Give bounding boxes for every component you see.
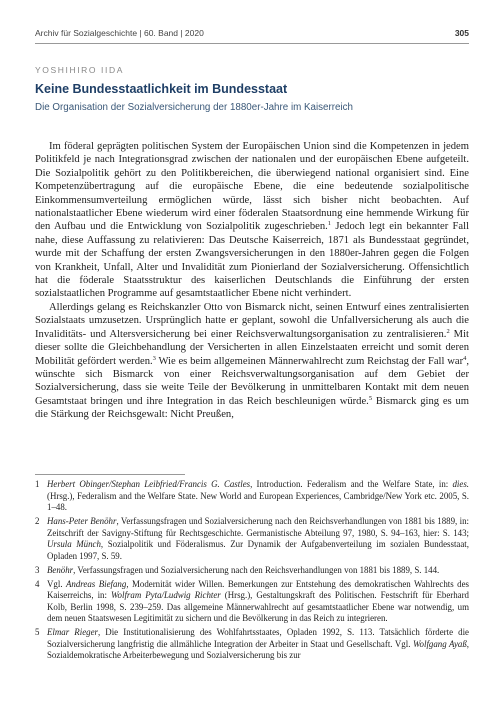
body-text: Jedoch legt ein bekannter Fall nahe, diese Auffassung zu relativieren: Das Deutsche Kaiserreich, 1871 als Bundesstaat gegründet, wurde mit der Schaffung der ersten Zwangsversicherungen in den 1880er-Jahren gegen die Folgen von Krankheit, Unfall, Alter und Invalidität zum Pionierland der Sozialversicherung. Offensichtlich hat die föderale Staatsstruktur des kaiserlichen Deutschlands die Einführung der ersten sozialstaatlichen Programme auf gesamtstaatlicher Ebene nicht verhindert. <box>35 221 470 300</box>
running-header <box>35 28 469 42</box>
footnote <box>35 479 469 514</box>
article-title: Keine Bundesstaatlichkeit im Bundesstaat <box>35 82 288 96</box>
body-text: Allerdings gelang es Reichskanzler Otto von Bismarck nicht, seinen Entwurf eines zentralisierten Sozialstaats umzusetzen. Ursprünglich hatte er geplant, sowohl die Unfallversicherung als auch die Invaliditäts- und Altersversicherung bei einer Reichsverwaltungsorganisation zu zentralisieren. <box>35 301 469 340</box>
body-text: , wünschte sich Bismarck von einer Reichsverwaltungsorganisation auf dem Gebiet der Sozialversicherung, dass sie weite Teile der Bevölkerung in unmittelbaren Kontakt mit dem neuen Gesamtstaat bringen und ihre Integration in das Reich beschleunigen würde. <box>35 355 469 407</box>
footnote-number: 1 <box>35 479 40 489</box>
paragraph <box>35 140 469 301</box>
footnote-text: , Verfassungsfragen und Sozialversicherung nach den Reichsverhandlungen von 1881 bis 1889, in: Zeitschrift der Savigny-Stiftung für Rechtsgeschichte. Germanistische Abteilung 97, 1980, S. 94–163, hier: S. 143; <box>47 516 469 538</box>
footnote-text: , Sozialdemokratische Arbeiterbewegung und Sozialversicherung bis zur <box>47 638 470 661</box>
footnote-ref[interactable]: 5 <box>368 394 373 402</box>
footnote-number: 3 <box>35 564 40 575</box>
cited-author: Wolfram Pyta/Ludwig Richter <box>110 590 221 601</box>
article-author: YOSHIHIRO IIDA <box>35 65 124 75</box>
header-rule <box>35 43 469 44</box>
footnote-number: 5 <box>35 627 40 638</box>
footnote-ref[interactable]: 4 <box>463 354 467 362</box>
cited-author: Wolfgang Ayaß <box>412 638 467 649</box>
body-text: Im föderal geprägten politischen System der Europäischen Union sind die Kompetenzen in jedem Politikfeld je nach Integrationsgrad zwischen der nationalen und der europäischen Ebene aufgeteilt. Die Sozialpolitik gehört zu den Politikbereichen, die überwiegend national organisiert sind. Eine Kompetenzübertragung auf die europäische Ebene, die eine bedeutende sozialpolitische Einkommensumverteilung ermöglichen würde, lässt sich bisher nicht beobachten. Auf nationalstaatlicher Ebene wiederum wird einer föderalen Staatsordnung eine hemmende Wirkung für den Aufbau und die Entwicklung von Sozialpolitik zugeschrieben. <box>35 141 469 233</box>
footnote-text: , Die Institutionalisierung des Wohlfahrtsstaates, Opladen 1992, S. 113. Tatsächlich förderte die Sozialversicherung langfristig die allmähliche Integration der Arbeiter in Staat und Gesellschaft. Vgl. <box>47 627 469 649</box>
cited-author: Herbert Obinger/Stephan Leibfried/Francis G. Castles <box>47 479 251 489</box>
body-text: Wie es beim allgemeinen Männerwahlrecht zum Reichstag der Fall war <box>155 355 464 367</box>
article-body <box>35 140 469 422</box>
paragraph <box>35 301 469 422</box>
footnote-text: (Hrsg.), Gestaltungskraft des Politischen. Festschrift für Eberhard Kolb, Berlin 1998, S. 239–259. Das allgemeine Männerwahlrecht auf gesamtstaatlicher Ebene war notwendig, um dem neuen Staatswesen Legitimität zu sichern und die Bevölkerung in das Reich zu integrieren. <box>47 590 469 624</box>
footnote-text: , Sozialpolitik und Föderalismus. Zur Dynamik der Aufgabenverteilung im sozialen Bundesstaat, Opladen 1997, S. 59. <box>47 539 469 561</box>
cited-author: Ursula Münch <box>47 539 101 550</box>
footnotes <box>35 479 469 664</box>
footnote-rule <box>35 474 185 475</box>
cited-author: Benöhr <box>47 564 74 575</box>
journal-info: Archiv für Sozialgeschichte | 60. Band | 2020 <box>35 28 204 38</box>
footnote-text: , Verfassungsfragen und Sozialversicherung nach den Reichsverhandlungen von 1881 bis 1889, S. 144. <box>73 564 440 575</box>
footnote <box>35 516 469 562</box>
cited-author: dies. <box>452 479 469 489</box>
article-subtitle: Die Organisation der Sozialversicherung der 1880er-Jahre im Kaiserreich <box>35 102 354 113</box>
page-number: 305 <box>454 28 469 38</box>
footnote-text: (Hrsg.), Federalism and the Welfare State. New World and European Experiences, Cambridge/New York etc. 2005, S. 1–48. <box>47 490 469 512</box>
footnote-ref[interactable]: 1 <box>327 220 332 228</box>
footnote <box>35 627 469 662</box>
body-text: Bismarck ging es um die Stärkung der Reichsgewalt: Nicht Preußen, <box>35 395 469 421</box>
footnote-text: , Modernität wider Willen. Bemerkungen zur Entstehung des demokratischen Wahlrechts des Kaiserreichs, in: <box>47 578 470 601</box>
footnote-text: , Introduction. Federalism and the Welfare State, in: <box>250 479 453 489</box>
footnote <box>35 579 469 625</box>
footnote-ref[interactable]: 3 <box>152 354 156 362</box>
footnote-text: Vgl. <box>47 578 66 589</box>
footnote-number: 2 <box>35 516 40 527</box>
body-text: Mit dieser sollte die Gleichbehandlung der Versicherten in allen Einzelstaaten erreicht und somit deren Mobilität gefördert werden. <box>35 328 469 367</box>
footnote-number: 4 <box>35 578 40 589</box>
footnote-ref[interactable]: 2 <box>446 327 450 335</box>
cited-author: Andreas Biefang <box>66 578 127 589</box>
cited-author: Elmar Rieger <box>47 627 98 638</box>
footnote <box>35 565 469 577</box>
cited-author: Hans-Peter Benöhr <box>47 516 117 527</box>
